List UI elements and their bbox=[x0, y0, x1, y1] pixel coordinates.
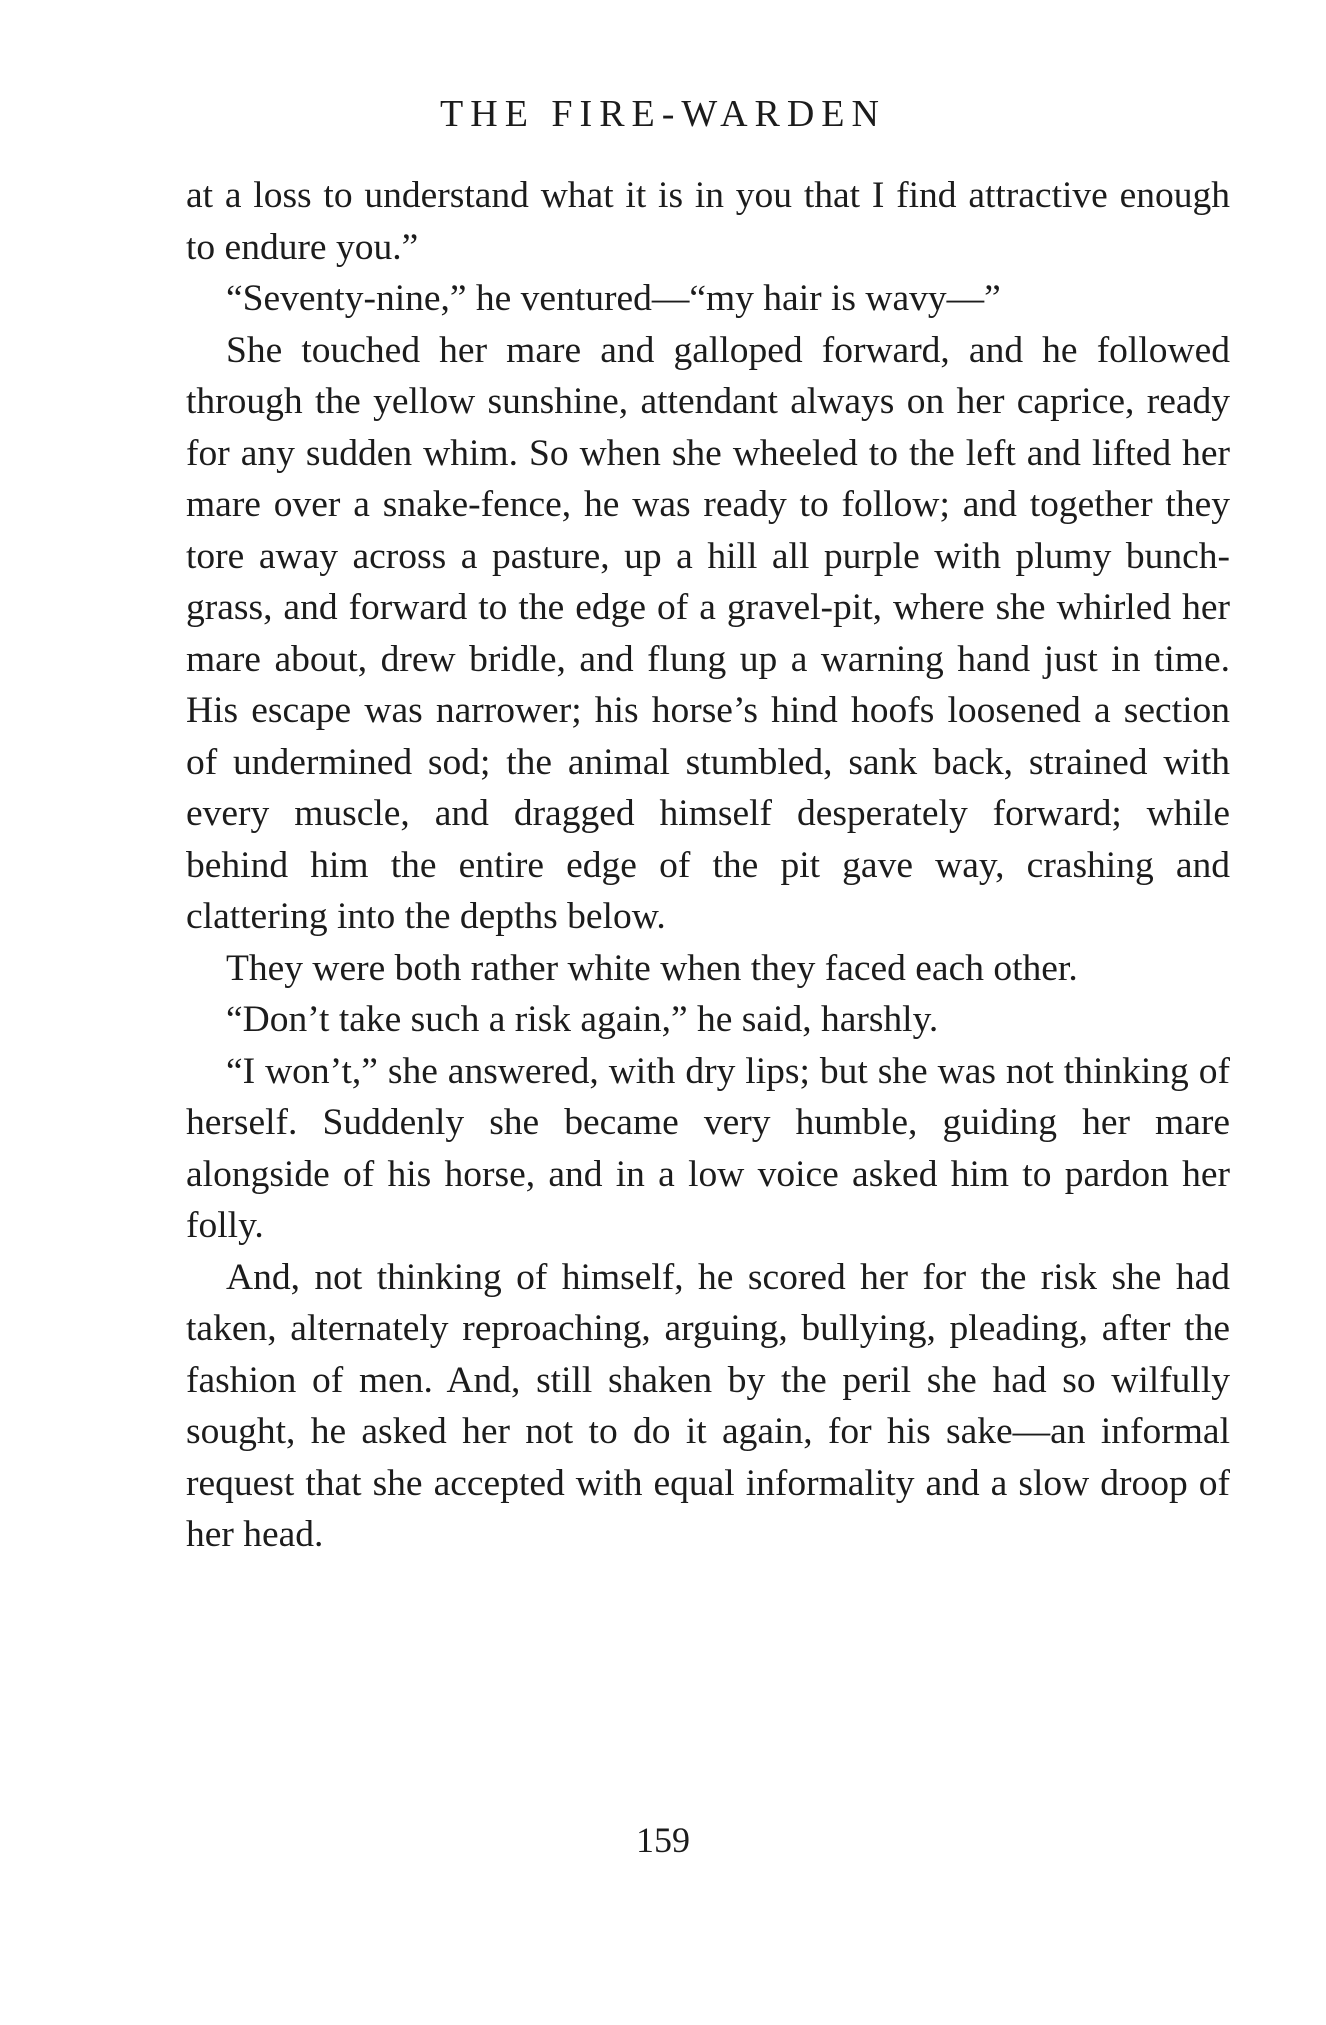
paragraph: And, not thinking of himself, he scored her for the risk she had taken, alternately reproaching, arguing, bullying, pleading, after the fashion of men. And, still shaken by the peril she had so wilfully sought, he asked her not to do it again, for his sake—an informal request that she accepted with equal informality and a slow droop of her head. bbox=[186, 1256, 1230, 1555]
running-head: THE FIRE-WARDEN bbox=[440, 93, 886, 135]
paragraph-continued: at a loss to understand what it is in you that I find attractive enough to endure you.” bbox=[186, 175, 1230, 268]
body-text bbox=[186, 170, 1230, 1561]
paragraph: “Don’t take such a risk again,” he said, harshly. bbox=[226, 999, 939, 1040]
paragraph: They were both rather white when they faced each other. bbox=[226, 947, 1078, 989]
paragraph: She touched her mare and galloped forward, and he followed through the yellow sunshine, attendant always on her caprice, ready for any sudden whim. So when she wheeled to the left and lifted her mare over a snake-fence, he was ready to follow; and together they tore away across a pasture, up a hill all purple with plumy bunch-grass, and forward to the edge of a gravel-pit, where she whirled her mare about, drew bridle, and flung up a warning hand just in time. His escape was narrower; his horse’s hind hoofs loosened a section of undermined sod; the animal stumbled, sank back, strained with every muscle, and dragged himself desperately forward; while behind him the entire edge of the pit gave way, crashing and clattering into the depths below. bbox=[186, 329, 1230, 937]
paragraph: “Seventy-nine,” he ventured—“my hair is wavy—” bbox=[226, 278, 1001, 319]
paragraph: “I won’t,” she answered, with dry lips; but she was not thinking of herself. Suddenly she became very humble, guiding her mare alongside of his horse, and in a low voice asked him to pardon her folly. bbox=[186, 1050, 1230, 1246]
page-number: 159 bbox=[636, 1820, 690, 1860]
